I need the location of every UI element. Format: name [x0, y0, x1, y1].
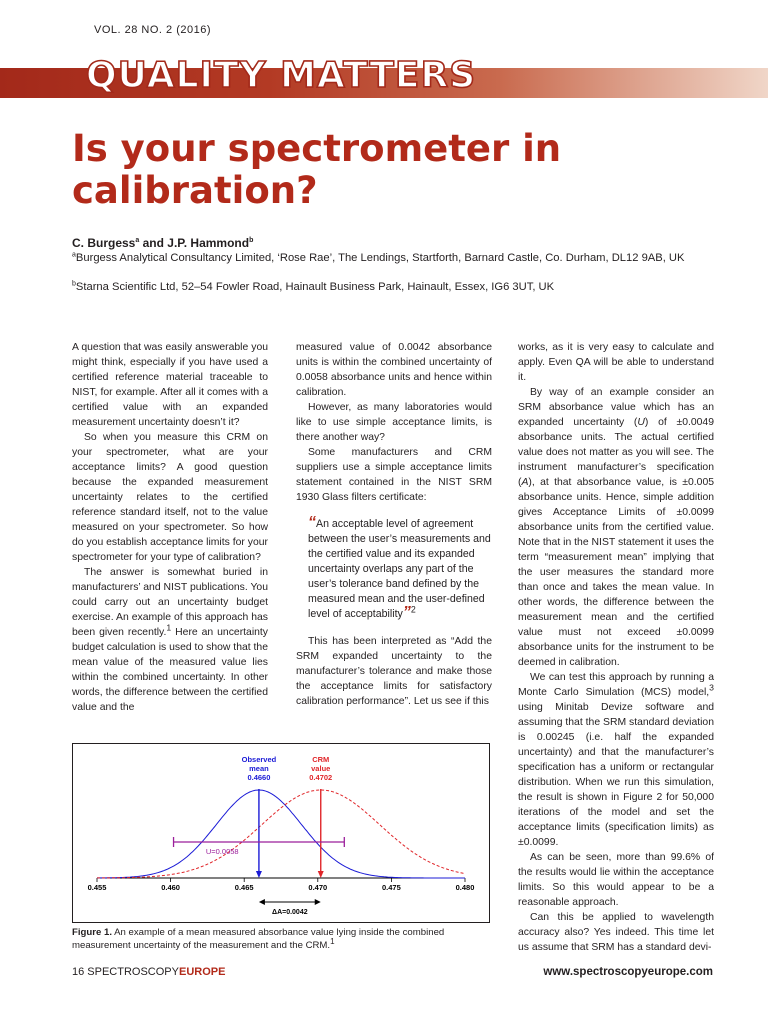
crm-label-1: value [311, 764, 331, 773]
col3-p2-A: A [521, 477, 529, 488]
quote-text: An acceptable level of agreement between the user’s measurements and the certified value and its expanded uncertainty overlaps any part of the user’s tolerance band defined by the measured mean and the user-defined level of acceptability [308, 518, 491, 620]
col2-paragraph-3: Some manufacturers and CRM suppliers use a simple acceptance limits statement contained in the NIST SRM 1930 Glass filters certificate: [296, 447, 492, 503]
col3-paragraph-2 [518, 385, 714, 670]
affiliation-a [72, 251, 712, 265]
column-3 [518, 340, 714, 955]
authors [72, 236, 253, 250]
affiliation-b [72, 280, 712, 294]
observed-mean-arrowhead [256, 871, 262, 878]
article-title [72, 128, 672, 212]
uncertainty-label: U=0.0058 [205, 847, 239, 856]
col1-paragraph-3 [72, 565, 268, 715]
volume-info: VOL. 28 NO. 2 (2016) [94, 24, 211, 36]
ref-2: 2 [410, 604, 416, 615]
quote-open: “ [308, 514, 316, 531]
figure-caption [72, 926, 488, 952]
author-1: C. Burgess [72, 236, 136, 250]
crm-label-2: 0.4702 [309, 773, 333, 782]
caption-text: An example of a mean measured absorbance value lying inside the combined measurement uncertainty of the measurement and the CRM. [72, 927, 445, 951]
col3-paragraph-1: works, as it is very easy to calculate and apply. Even QA will be able to understand it. [518, 342, 714, 383]
crm-label-0: CRM [312, 755, 330, 764]
title-line-1: Is your spectrometer in [72, 127, 562, 170]
col3-p3-b: using Minitab Devize software and assuming that the SRM standard deviation is 0.00245 (i.e. half the expanded uncertainty) and that the manufacturer’s specification has a uniform or rectangular distribution. When we run this simulation, the result is shown in Figure 2 for 50,000 iterations of the model and set the acceptance limits (specification limits) as ±0.0099. [518, 702, 714, 848]
aff-a-sup: a [72, 251, 76, 259]
delta-a-left-arrowhead [259, 899, 265, 905]
aff-a-text: Burgess Analytical Consultancy Limited, ‘Rose Rae’, The Lendings, Startforth, Barnard Castle, Co. Durham, DL12 9AB, UK [75, 252, 685, 264]
ref-1: 1 [166, 622, 172, 633]
author-1-sup: a [135, 237, 140, 244]
observed-label-2: 0.4660 [247, 773, 271, 782]
x-tick-label-4: 0.475 [382, 883, 401, 892]
journal-url[interactable]: www.spectroscopyeurope.com [543, 966, 713, 978]
x-tick-label-1: 0.460 [161, 883, 180, 892]
delta-a-label: ΔA=0.0042 [272, 909, 308, 916]
column-2 [296, 340, 492, 709]
col2-paragraph-2: However, as many laboratories would like to use simple acceptance limits, is there another way? [296, 402, 492, 443]
ref-3: 3 [709, 682, 714, 693]
col3-p2-U: U [637, 417, 645, 428]
col3-paragraph-5: Can this be applied to wavelength accuracy also? Yes indeed. This time let us assume that SRM has a standard devi- [518, 912, 714, 953]
x-tick-label-3: 0.470 [308, 883, 328, 892]
quote-close: ” [402, 604, 411, 621]
caption-label: Figure 1. [72, 927, 112, 938]
col1-paragraph-1: A question that was easily answerable you might think, especially if you have used a certified reference material traceable to NIST, for example. After all it comes with a certified value with an expanded measurement uncertainty doesn’t it? [72, 342, 268, 428]
author-2: J.P. Hammond [167, 236, 250, 250]
column-1 [72, 340, 268, 715]
caption-ref: 1 [330, 936, 335, 946]
distribution-chart [73, 744, 489, 922]
author-2-sup: b [249, 237, 254, 244]
crm-value-arrowhead [318, 871, 324, 878]
nist-quote [308, 514, 492, 622]
author-and: and [139, 236, 168, 250]
col3-p2-b: ) of ±0.0049 absorbance units. The actual certified value does not matter as you will see. The instrument manufacturer’s specification ( [518, 417, 714, 488]
col1-p3-a: The answer is somewhat buried in manufacturers’ and NIST publications. You could carry out an uncertainty budget exercise. An example of this approach has been given recently. [72, 567, 268, 638]
col3-p2-a: By way of an example consider an SRM absorbance value which has an expanded uncertainty ( [518, 387, 714, 428]
observed-label-1: mean [249, 764, 269, 773]
observed-label-0: Observed [241, 755, 277, 764]
col3-p2-c: ), at that absorbance value, is ±0.005 absorbance units. Hence, simple addition gives Acceptance Limits of ±0.0099 absorbance units from the certified value. Note that in the NIST statement it uses the term “measurement mean” implying that the user measures the standard more than once and takes the mean value. In other words, the difference between the measurement mean and the certified value must not exceed ±0.0099 absorbance units for the instrument to be deemed in calibration. [518, 477, 714, 668]
delta-a-right-arrowhead [315, 899, 321, 905]
col3-p3-a: We can test this approach by running a Monte Carlo Simulation (MCS) model, [518, 672, 714, 698]
page-footer-left [72, 966, 225, 978]
series-curve-0 [97, 790, 465, 878]
col3-paragraph-3 [518, 670, 714, 850]
aff-b-text: Starna Scientific Ltd, 52–54 Fowler Road, Hainault Business Park, Hainault, Essex, IG6 3UT, UK [75, 281, 555, 293]
title-line-2: calibration? [72, 169, 318, 212]
x-tick-label-5: 0.480 [455, 883, 475, 892]
x-tick-label-2: 0.465 [234, 883, 254, 892]
col1-p3-b: Here an uncertainty budget calculation is used to show that the mean value of the measured value lies within the combined uncertainty. In other words, the difference between the certified value and the [72, 627, 268, 713]
figure-1 [72, 743, 490, 923]
col1-paragraph-2: So when you measure this CRM on your spectrometer, what are your acceptance limits? A good question because the expanded measurement uncertainty relates to the certified reference standard itself, not to the value measured on your spectrometer. So how do you establish acceptance limits for your spectrometer for your type of calibration? [72, 432, 268, 563]
col3-paragraph-4: As can be seen, more than 99.6% of the results would lie within the acceptance limits. So this would appear to be a reasonable approach. [518, 852, 714, 908]
x-tick-label-0: 0.455 [87, 883, 107, 892]
aff-b-sup: b [72, 280, 76, 288]
section-title: QUALITY MATTERS [86, 55, 477, 96]
page-number: 16 SPECTROSCOPY [72, 966, 179, 978]
col2-paragraph-1: measured value of 0.0042 absorbance units is within the combined uncertainty of 0.0058 absorbance units and hence within calibration. [296, 342, 492, 398]
journal-brand: EUROPE [178, 966, 226, 978]
series-curve-1 [97, 790, 465, 878]
col2-paragraph-4: This has been interpreted as “Add the SRM expanded uncertainty to the manufacturer’s tolerance and make those the acceptance limits for satisfactory calibration performance”. Let us see if this [296, 636, 492, 707]
